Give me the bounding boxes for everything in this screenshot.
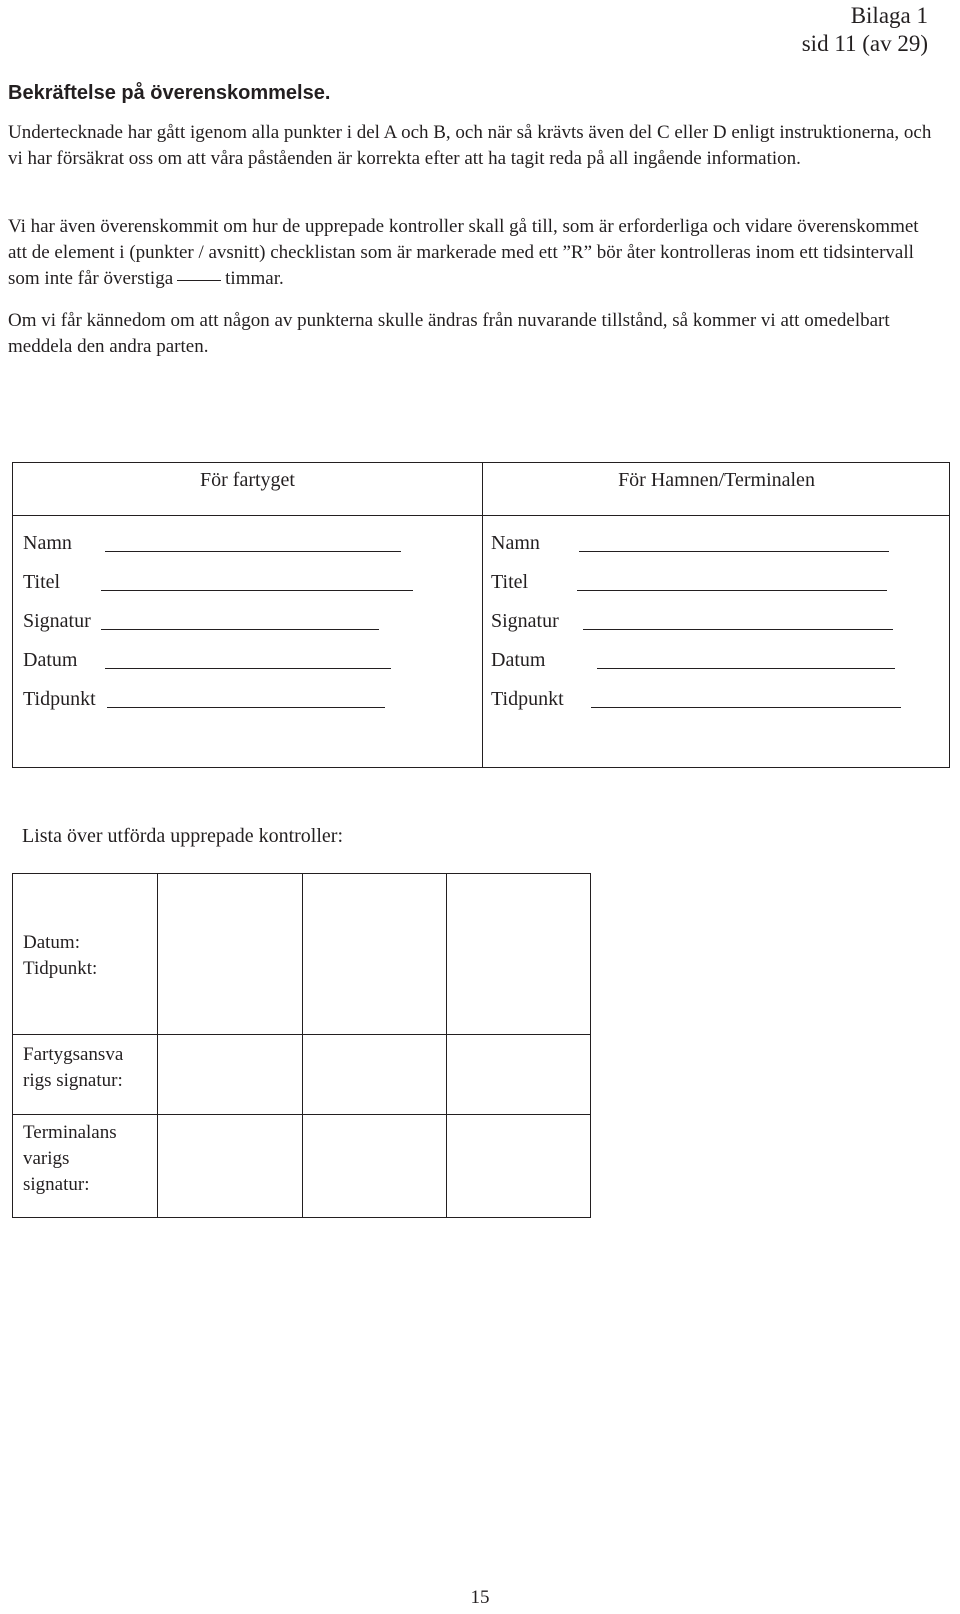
paragraph-repeated-checks: [8, 214, 940, 292]
page-header-right: [802, 2, 928, 58]
grid-row-divider: [13, 1034, 590, 1035]
vessel-time-label: Tidpunkt: [23, 688, 96, 710]
row-label-terminal-signature-line2: varigs: [23, 1148, 70, 1169]
paragraph-declaration: Undertecknade har gått igenom alla punkter i del A och B, och när så krävts även del C eller D enligt instruktionerna, och vi har försäkrat oss om att våra påståenden är korrekta efter att ha tagit reda på all ingående information.: [8, 122, 932, 169]
row-label-date-time: [23, 930, 153, 982]
row-label-terminal-signature-line3: signatur:: [23, 1174, 90, 1195]
row-label-date: Datum:: [23, 932, 80, 953]
hours-blank-field[interactable]: [177, 279, 221, 281]
terminal-column-header: För Hamnen/Terminalen: [618, 469, 815, 491]
vessel-signature-label: Signatur: [23, 610, 91, 632]
row-label-terminal-signature: [23, 1120, 153, 1198]
grid-column-divider: [157, 874, 158, 1217]
terminal-name-label: Namn: [491, 532, 540, 554]
document-heading: Bekräftelse på överenskommelse.: [8, 82, 331, 104]
terminal-time-label: Tidpunkt: [491, 688, 564, 710]
vessel-name-label: Namn: [23, 532, 72, 554]
row-label-vessel-signature-line1: Fartygsansva: [23, 1044, 124, 1065]
appendix-label: Bilaga 1: [850, 3, 928, 28]
page-number: 15: [470, 1587, 490, 1608]
signature-table: [12, 462, 950, 768]
terminal-time-line[interactable]: [591, 707, 901, 708]
vessel-date-line[interactable]: [105, 668, 391, 669]
row-label-vessel-signature-line2: rigs signatur:: [23, 1070, 123, 1091]
controls-list-heading: Lista över utförda upprepade kontroller:: [22, 825, 343, 847]
terminal-title-label: Titel: [491, 571, 529, 593]
page-reference: sid 11 (av 29): [801, 31, 928, 56]
vessel-time-line[interactable]: [107, 707, 385, 708]
vessel-column-header: För fartyget: [200, 469, 295, 491]
grid-column-divider: [302, 874, 303, 1217]
terminal-signature-label: Signatur: [491, 610, 559, 632]
paragraph-notification: Om vi får kännedom om att någon av punkterna skulle ändras från nuvarande tillstånd, så kommer vi att omedelbart meddela den andra parten.: [8, 310, 890, 357]
hours-unit: timmar.: [225, 268, 284, 289]
vessel-date-label: Datum: [23, 649, 78, 671]
grid-column-divider: [446, 874, 447, 1217]
vessel-title-line[interactable]: [101, 590, 413, 591]
controls-grid: [12, 873, 591, 1218]
vessel-name-line[interactable]: [105, 551, 401, 552]
terminal-date-label: Datum: [491, 649, 546, 671]
vessel-title-label: Titel: [23, 571, 61, 593]
grid-row-divider: [13, 1114, 590, 1115]
terminal-name-line[interactable]: [579, 551, 889, 552]
row-label-vessel-signature: [23, 1042, 153, 1094]
row-label-time: Tidpunkt:: [23, 958, 98, 979]
terminal-date-line[interactable]: [597, 668, 895, 669]
terminal-signature-line[interactable]: [583, 629, 893, 630]
vessel-signature-line[interactable]: [101, 629, 379, 630]
terminal-title-line[interactable]: [577, 590, 887, 591]
row-label-terminal-signature-line1: Terminalans: [23, 1122, 117, 1143]
paragraph-repeated-checks-text: Vi har även överenskommit om hur de upprepade kontroller skall gå till, som är erforderliga och vidare överenskommet att de element i (punkter / avsnitt) checklistan som är markerade med ett ”R” bör åter kontrolleras inom ett tidsintervall som inte får överstiga: [8, 216, 919, 289]
